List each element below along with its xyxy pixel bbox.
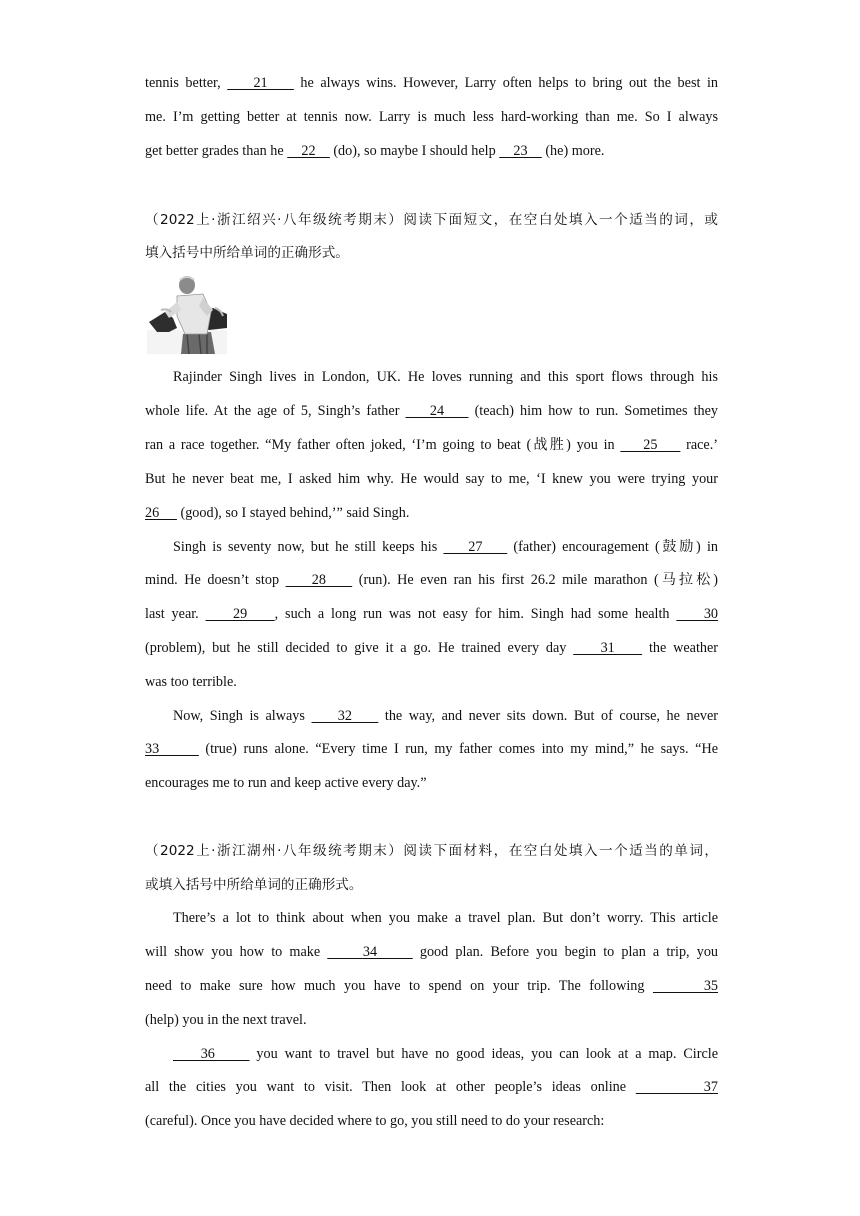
text-run: Rajinder Singh lives in London, UK. He loves running and this sport flows through his [173,369,718,385]
text-run: the weather [642,640,719,656]
text-run: me. I’m getting better at tennis now. Larry is much less hard-working than me. So I always [145,109,718,125]
text-run: (do), so maybe I should help [329,143,500,159]
text-run: 或填入括号中所给单词的正确形式。 [145,877,363,893]
text-run: （2022上·浙江绍兴·八年级统考期末）阅读下面短文，在空白处填入一个适当的词，或 [145,212,718,228]
text-run: Now, Singh is always [173,708,312,724]
paragraph-line [145,142,718,160]
text-run: (good), so I stayed behind,’” said Singh. [176,505,410,521]
text-run: was too terrible. [145,674,237,690]
text-run: race.’ [680,437,719,453]
text-run: you want to travel but have no good ideas, you can look at a map. Circle [249,1046,718,1062]
answer-blank: 27 [443,539,508,555]
text-run: good plan. Before you begin to plan a trip, you [412,944,719,960]
paragraph-line [145,470,718,488]
answer-blank: 32 [311,708,379,724]
text-run: ran a race together. “My father often joked, ‘I’m going to beat (战胜) you in [145,437,621,453]
text-run: But he never beat me, I asked him why. He would say to me, ‘I knew you were trying your [145,471,718,487]
paragraph-line [145,436,718,454]
text-run: he always wins. However, Larry often helps to bring out the best in [293,75,718,91]
text-run: (careful). Once you have decided where to go, you still need to do your research: [145,1113,605,1129]
paragraph-line [145,402,718,420]
text-run: (problem), but he still decided to give it a go. He trained every day [145,640,574,656]
answer-blank: 34 [327,944,413,960]
paragraph-line [145,108,718,126]
paragraph-line [145,1112,718,1130]
text-run: need to make sure how much you have to spend on your trip. The following [145,978,653,994]
paragraph-line [145,538,718,556]
paragraph-line [145,1011,718,1029]
answer-blank: 29 [205,606,275,622]
text-run: last year. [145,606,206,622]
section-instruction-line [145,211,718,229]
paragraph-line [145,774,718,792]
answer-blank: 21 [227,75,294,91]
text-run: Singh is seventy now, but he still keeps his [173,539,444,555]
answer-blank: 33 [145,741,199,757]
text-run: , such a long run was not easy for him. Singh had some health [274,606,677,622]
text-run: will show you how to make [145,944,328,960]
paragraph-line [145,977,718,995]
section-instruction-line [145,244,718,262]
paragraph-line [145,605,718,623]
text-run: tennis better, [145,75,228,91]
text-run: all the cities you want to visit. Then look at other people’s ideas online [145,1079,636,1095]
text-run: （2022上·浙江湖州·八年级统考期末）阅读下面材料，在空白处填入一个适当的单词， [145,843,718,859]
text-run: 填入括号中所给单词的正确形式。 [145,245,349,261]
text-run: mind. He doesn’t stop [145,572,286,588]
answer-blank: 37 [635,1079,718,1095]
text-run: (help) you in the next travel. [145,1012,307,1028]
answer-blank: 31 [573,640,643,656]
paragraph-line [145,1045,718,1063]
answer-blank: 25 [620,437,681,453]
answer-blank: 30 [676,606,719,622]
answer-blank: 35 [652,978,719,994]
paragraph-line [145,571,718,589]
text-run: (he) more. [541,143,605,159]
text-run: whole life. At the age of 5, Singh’s father [145,403,406,419]
text-run: (father) encouragement (鼓励) in [507,539,719,555]
paragraph-line [145,740,718,758]
text-run: get better grades than he [145,143,288,159]
paragraph-line [145,368,718,386]
answer-blank: 23 [499,143,542,159]
section-instruction-line [145,842,718,860]
text-run: encourages me to run and keep active every day.” [145,775,427,791]
paragraph-line [145,1078,718,1096]
paragraph-line [145,673,718,691]
text-run: (run). He even ran his first 26.2 mile marathon (马拉松) [352,572,719,588]
man-running-photo [147,272,227,354]
text-run: There’s a lot to think about when you make a travel plan. But don’t worry. This article [173,910,718,926]
paragraph-line [145,707,718,725]
paragraph-line [145,909,718,927]
answer-blank: 36 [173,1046,250,1062]
paragraph-line [145,639,718,657]
answer-blank: 28 [285,572,353,588]
text-run: (true) runs alone. “Every time I run, my father comes into my mind,” he says. “He [198,741,719,757]
text-run: (teach) him how to run. Sometimes they [468,403,719,419]
section-instruction-line [145,876,718,894]
answer-blank: 22 [287,143,330,159]
paragraph-line [145,74,718,92]
answer-blank: 24 [405,403,469,419]
answer-blank: 26 [145,505,177,521]
text-run: the way, and never sits down. But of course, he never [378,708,719,724]
paragraph-line [145,504,718,522]
paragraph-line [145,943,718,961]
